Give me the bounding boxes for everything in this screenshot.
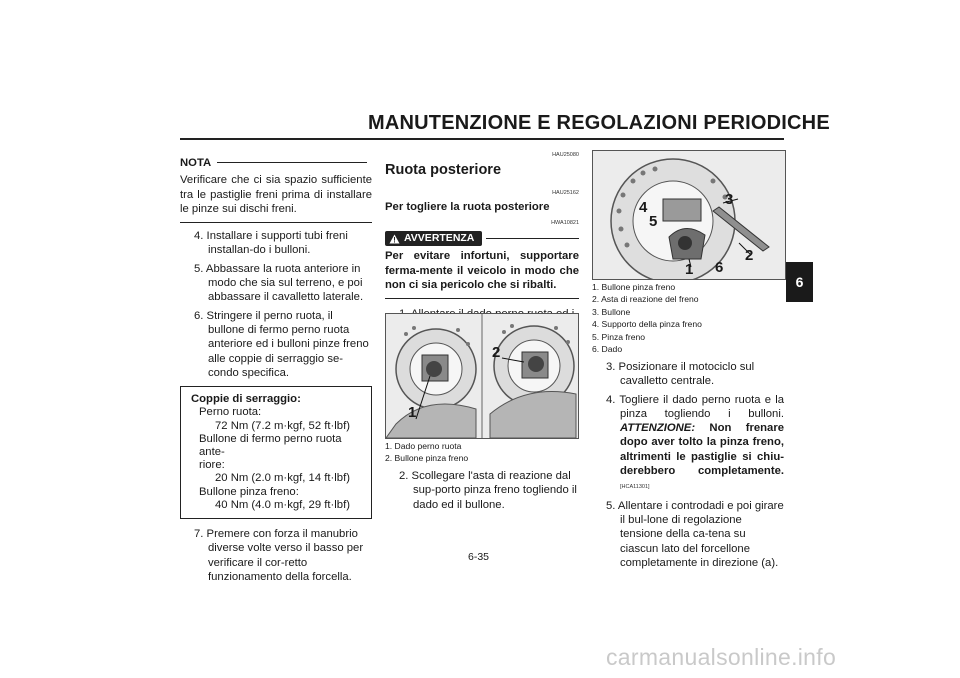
legend-item: 2. Asta di reazione del freno	[592, 294, 699, 305]
nota-text: Verificare che ci sia spazio sufficiente tra le pastiglie freni prima di installare le pinze sui dischi freni.	[180, 174, 372, 215]
torque-line: Bullone pinza freno:	[199, 485, 299, 498]
caution-label: ATTENZIONE:	[620, 422, 696, 435]
caliper-illustration	[593, 151, 785, 279]
ref-code: [HCA11301]	[620, 484, 650, 491]
photo-callout-2: 2	[492, 344, 501, 361]
torque-title: Coppie di serraggio:	[191, 393, 301, 406]
legend-item: 1. Bullone pinza freno	[592, 282, 676, 292]
legend-item: 1. Dado perno ruota	[385, 441, 462, 451]
warning-label: AVVERTENZA	[404, 232, 475, 245]
caution-text: Non frenare dopo aver tolto la pinza freno, altrimenti le pastiglie si chiu-derebbero completamente.	[620, 422, 784, 478]
middle-column-lower	[385, 469, 579, 516]
nota-rule	[217, 162, 367, 163]
photo-callout-6: 6	[715, 259, 724, 276]
warning-heading	[385, 231, 579, 246]
torque-line: 20 Nm (2.0 m·kgf, 14 ft·lbf)	[215, 472, 350, 485]
right-column	[592, 360, 784, 574]
step-5: 5. Abbassare la ruota anteriore in modo che sia sul terreno, e poi abbassare il cavalletto laterale.	[194, 262, 364, 304]
rear-wheel-photo-1	[385, 313, 579, 439]
nota-end-rule	[180, 222, 372, 223]
photo-callout-5: 5	[649, 213, 658, 230]
photo-callout-4: 4	[639, 199, 648, 216]
legend-item: 5. Pinza freno	[592, 331, 646, 342]
warning-rule	[486, 238, 579, 239]
step-3: 3. Posizionare il motociclo sul cavalletto centrale.	[606, 361, 755, 388]
legend-item: 2. Bullone pinza freno	[385, 453, 469, 464]
step-5: 5. Allentare i controdadi e poi girare il bul-lone di regolazione tensione della ca-tena su ciascun lato del forcellone completamente in direzione (a).	[606, 499, 784, 569]
header-rule	[180, 138, 784, 140]
warning-triangle-icon	[389, 234, 400, 244]
photo-callout-1: 1	[685, 261, 694, 278]
rear-wheel-photo-2	[592, 150, 786, 280]
step-4-text: 4. Togliere il dado perno ruota e la pinza togliendo i bulloni.	[606, 393, 784, 420]
legend-item: 6. Dado	[592, 344, 623, 355]
torque-spec-box	[180, 386, 372, 519]
torque-line: Perno ruota:	[199, 406, 262, 419]
middle-column	[385, 148, 579, 340]
step-2: 2. Scollegare l'asta di reazione dal sup-porto pinza freno togliendo il dado ed il bullone.	[399, 470, 577, 511]
subsection-title: Per togliere la ruota posteriore	[385, 200, 550, 213]
ref-code: HAU25080	[552, 152, 579, 158]
page-title: MANUTENZIONE E REGOLAZIONI PERIODICHE	[368, 112, 830, 134]
warning-text: Per evitare infortuni, supportare ferma-mente il veicolo in modo che non ci sia pericolo che si ribalti.	[385, 250, 579, 292]
photo-callout-1: 1	[408, 404, 417, 421]
photo-callout-3: 3	[725, 191, 734, 208]
nota-heading	[180, 156, 372, 170]
legend-item: 3. Bullone	[592, 306, 631, 317]
legend-item: 4. Supporto della pinza freno	[592, 319, 702, 330]
section-title: Ruota posteriore	[385, 162, 502, 179]
torque-line: 72 Nm (7.2 m·kgf, 52 ft·lbf)	[215, 419, 350, 432]
torque-line: riore:	[199, 459, 225, 472]
page-number: 6-35	[468, 551, 490, 563]
warning-badge	[385, 231, 482, 246]
step-7: 7. Premere con forza il manubrio diverse volte verso il basso per verificare il cor-retto funzionamento della forcella.	[194, 527, 364, 583]
step-4	[600, 393, 784, 495]
photo-callout-2: 2	[745, 247, 754, 264]
step-4: 4. Installare i supporti tubi freni installan-do i bulloni.	[194, 230, 348, 257]
step-6: 6. Stringere il perno ruota, il bullone di fermo perno ruota anteriore ed i bulloni pinze freno alle coppie di serraggio se-condo specifica.	[194, 309, 369, 379]
torque-line: Bullone di fermo perno ruota ante-	[199, 432, 342, 458]
left-column	[180, 156, 372, 588]
chapter-tab: 6	[786, 262, 813, 302]
warning-end-rule	[385, 298, 579, 299]
nota-label: NOTA	[180, 157, 212, 169]
middle-legend	[385, 440, 577, 465]
watermark: carmanualsonline.info	[606, 644, 837, 670]
ref-code: HAU25162	[552, 189, 579, 196]
right-legend	[592, 281, 784, 355]
ref-code: HWA10821	[551, 220, 579, 227]
torque-line: 40 Nm (4.0 m·kgf, 29 ft·lbf)	[215, 498, 350, 511]
